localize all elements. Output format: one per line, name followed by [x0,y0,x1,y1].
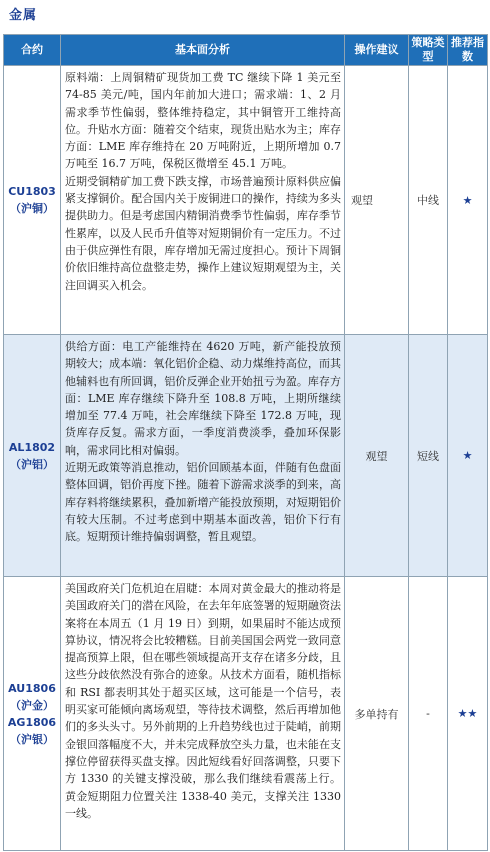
analysis-cell [61,66,345,335]
header-strategy: 策略类型 [409,35,448,66]
rating-stars: ★★ [448,577,488,851]
contract-name: （沪铜） [10,202,54,215]
analysis-paragraph: 近期无政策等消息推动，铝价回顾基本面，伴随有色盘面整体回调，铝价再度下挫。随着下游需求淡季的到来，高库存料将继续累积，叠加新增产能投放预期，对短期铝价有较大压制。不过考虑到中期基本面改善，铝价下行有底。短期预计维持偏弱调整，暂且观望。 [65,461,341,544]
advice-cell: 观望 [345,66,409,335]
analysis-cell [61,577,345,851]
strategy-cell: 中线 [409,66,448,335]
strategy-cell: 短线 [409,335,448,577]
contract-name: （沪金） [10,698,54,712]
section-title: 金属 [9,8,38,23]
contract-cell [4,577,61,851]
rating-stars: ★ [448,335,488,577]
contract-code: AU1806 [8,681,56,695]
table-row-gold-silver [4,577,488,851]
rating-stars: ★ [448,66,488,335]
advice-cell: 观望 [345,335,409,577]
analysis-paragraph: 供给方面：电工产能维持在 4620 万吨，新产能投放预期较大；成本端：氧化铝价企稳、动力煤维持高位，而其他辅料也有所回调，铝价反弹企业开始扭亏为盈。库存方面：LME 库存继续下降升至 108.8 万吨，上期所继续增加至 77.4 万吨，社会库继续下降至 172.8 万吨，现货库存反复。需求方面，一季度消费淡季，叠加环保影响，需求同比相对偏弱。 [65,340,341,457]
header-rating: 推荐指数 [448,35,488,66]
header-analysis: 基本面分析 [61,35,345,66]
metals-table [3,34,488,851]
analysis-paragraph: 近期受铜精矿加工费下跌支撑，市场普遍预计原料供应偏紧支撑铜价。配合国内关于废铜进口的操作，持续为多头提供助力。但是考虑国内精铜消费季节性偏弱，库存季节性累库，以及人民币升值等对短期铜价有一定压力。不过由于供应弹性有限，库存增加无需过度担心。预计下周铜价依旧维持高位盘整走势，操作上建议短期观望为主，关注回调买入机会。 [65,174,341,292]
contract-cell [4,66,61,335]
contract-code: CU1803 [8,185,56,198]
strategy-cell: - [409,577,448,851]
contract-name: （沪银） [10,732,54,746]
analysis-paragraph: 原料端：上周铜精矿现货加工费 TC 继续下降 1 美元至 74-85 美元/吨，国内年前加大进口；需求端：1、2 月需求季节性偏弱，整体维持稳定，其中铜管开工维持高位。升贴水方面：随着交个结束，现货出贴水为主；库存方面：LME 库存维持在 20 万吨附近，上期所增加 0.7 万吨至 16.7 万吨，保税区微增至 45.1 万吨。 [65,71,341,171]
contract-cell [4,335,61,577]
table-row-aluminum [4,335,488,577]
contract-code: AL1802 [8,440,56,454]
contract-code: AG1806 [7,715,57,729]
header-contract: 合约 [4,35,61,66]
analysis-cell [61,335,345,577]
analysis-paragraph: 美国政府关门危机迫在眉睫：本周对黄金最大的推动将是美国政府关门的潜在风险，在去年年底签署的短期融资法案将在本周五（1 月 19 日）到期，如果届时不能达成预算协议，情况将会比较糟糕。目前美国国会两党一致同意提高预算上限，但在哪些领域提高开支存在诸多分歧，且这些分歧依然没有弥合的迹象。从技术方面看，随机指标和 RSI 都表明其处于超买区域，这可能是一个信号，表明买家可能倾向离场观望，等待技术调整，然后再增加他们的多头头寸。另外前期的上升趋势线也过于陡峭，前期金银回落幅度不大，并未完成释放空头力量，也未能在支撑位停留获得买盘支撑。因此短线看好回落调整，只要下方 1330 的关键支撑没破，那么我们继续看震荡上行。黄金短期阻力位置关注 1338-40 美元，支撑关注 1330 一线。 [65,582,341,820]
table-row-copper [4,66,488,335]
advice-cell: 多单持有 [345,577,409,851]
contract-name: （沪铝） [10,457,54,471]
header-row [4,35,488,66]
header-advice: 操作建议 [345,35,409,66]
